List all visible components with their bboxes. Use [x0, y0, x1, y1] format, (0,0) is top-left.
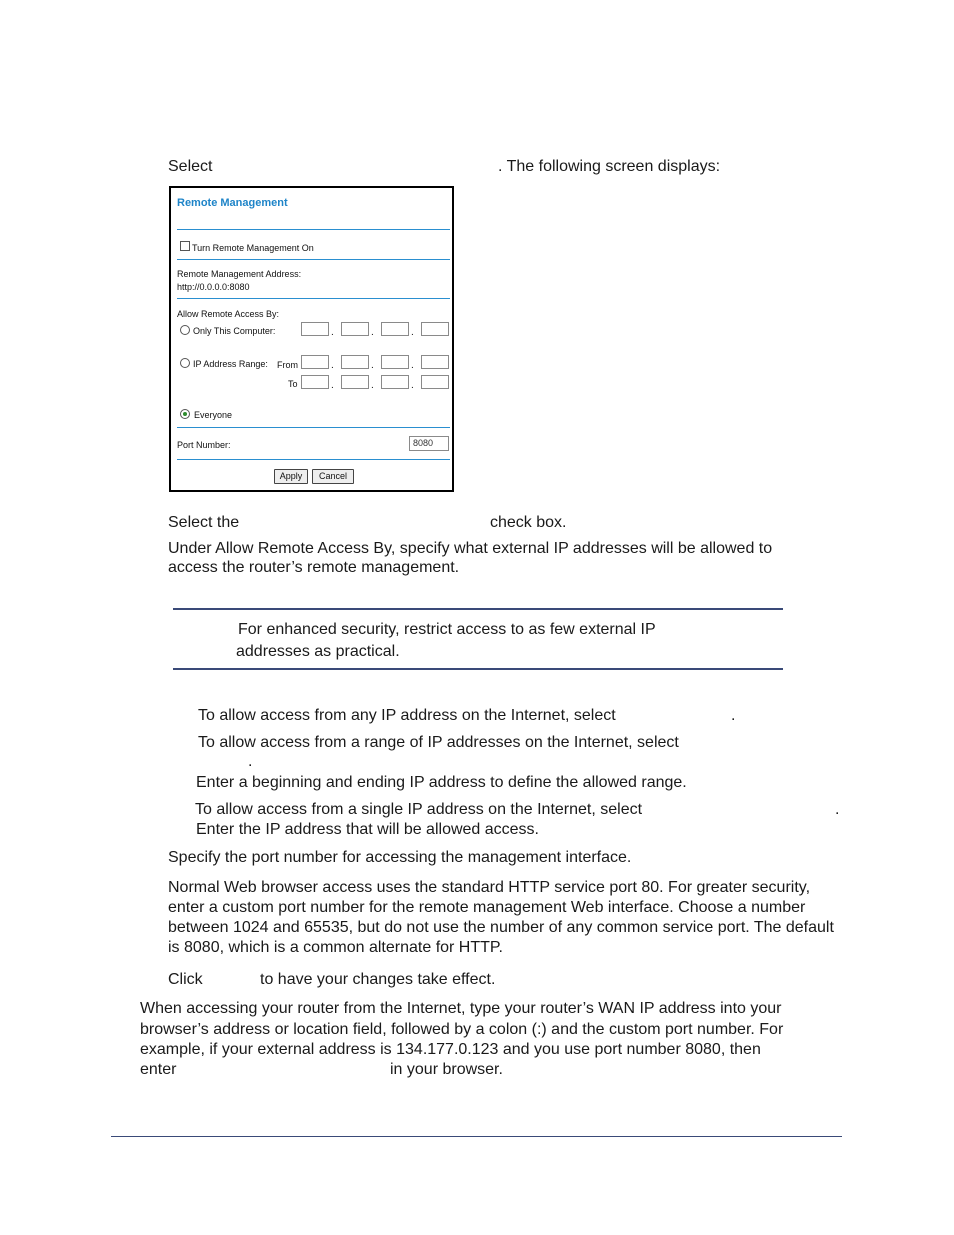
from-octet-3[interactable] — [381, 355, 409, 369]
option-single-end: . — [835, 801, 840, 818]
octet-dot: . — [331, 327, 334, 338]
panel-divider — [177, 229, 450, 230]
everyone-label: Everyone — [194, 410, 233, 420]
port-input[interactable]: 8080 — [409, 436, 449, 451]
panel-divider — [177, 459, 450, 460]
note-rule-top — [173, 608, 783, 610]
to-octet-3[interactable] — [381, 375, 409, 389]
from-octet-1[interactable] — [301, 355, 329, 369]
octet-dot: . — [371, 360, 374, 371]
panel-divider — [177, 427, 450, 428]
wan-line-3: example, if your external address is 134.177.0.123 and you use port number 8080, then — [140, 1041, 761, 1058]
click-prefix: Click — [168, 971, 203, 988]
option-range-text: To allow access from a range of IP addresses on the Internet, select — [198, 734, 679, 751]
address-label: Remote Management Address: — [177, 269, 302, 279]
only-ip-octet-1[interactable] — [301, 322, 329, 336]
note-line-2: addresses as practical. — [236, 643, 400, 660]
octet-dot: . — [371, 380, 374, 391]
to-octet-1[interactable] — [301, 375, 329, 389]
octet-dot: . — [411, 327, 414, 338]
port-spec-text: Specify the port number for accessing the management interface. — [168, 849, 632, 866]
under-allow-line-1: Under Allow Remote Access By, specify what external IP addresses will be allowed to — [168, 540, 773, 557]
option-any-end: . — [731, 707, 736, 724]
wan-line-2: browser’s address or location field, followed by a colon (:) and the custom port number. For — [140, 1021, 784, 1038]
select-prefix: Select — [168, 158, 213, 175]
to-octet-2[interactable] — [341, 375, 369, 389]
from-octet-4[interactable] — [421, 355, 449, 369]
option-range-end: . — [248, 753, 253, 770]
apply-button[interactable]: Apply — [274, 469, 308, 484]
cancel-button[interactable]: Cancel — [312, 469, 354, 484]
note-line-1: For enhanced security, restrict access to as few external IP — [238, 621, 656, 638]
port-paragraph: Normal Web browser access uses the standard HTTP service port 80. For greater security, enter a custom port number for the remote management Web interface. Choose a number between 1024 and 65535, but do not use the number of any common service port. The default is 8080, which is a common alternate for HTTP. — [168, 879, 834, 956]
footer-rule — [111, 1136, 842, 1137]
turn-on-label: Turn Remote Management On — [192, 243, 314, 253]
octet-dot: . — [411, 360, 414, 371]
from-label: From — [277, 360, 298, 370]
octet-dot: . — [331, 360, 334, 371]
ip-range-radio[interactable] — [180, 358, 190, 368]
check-box-text: check box. — [490, 514, 567, 531]
allow-label: Allow Remote Access By: — [177, 309, 280, 319]
click-suffix: to have your changes take effect. — [260, 971, 496, 988]
port-label: Port Number: — [177, 440, 231, 450]
octet-dot: . — [371, 327, 374, 338]
turn-on-checkbox[interactable] — [180, 241, 190, 251]
only-this-computer-label: Only This Computer: — [193, 326, 276, 336]
ip-range-label: IP Address Range: — [193, 359, 268, 369]
option-range-detail: Enter a beginning and ending IP address to define the allowed range. — [196, 774, 687, 791]
panel-divider — [177, 298, 450, 299]
octet-dot: . — [411, 380, 414, 391]
from-octet-2[interactable] — [341, 355, 369, 369]
wan-enter: enter — [140, 1061, 177, 1078]
option-single-detail: Enter the IP address that will be allowed access. — [196, 821, 539, 838]
only-ip-octet-4[interactable] — [421, 322, 449, 336]
everyone-radio[interactable] — [180, 409, 190, 419]
to-octet-4[interactable] — [421, 375, 449, 389]
select-suffix: . The following screen displays: — [498, 158, 721, 175]
to-label: To — [288, 379, 298, 389]
select-the: Select the — [168, 514, 240, 531]
under-allow-line-2: access the router’s remote management. — [168, 559, 460, 576]
address-value: http://0.0.0.0:8080 — [177, 282, 250, 292]
option-any-text: To allow access from any IP address on the Internet, select — [198, 707, 616, 724]
option-single-text: To allow access from a single IP address on the Internet, select — [195, 801, 643, 818]
panel-title: Remote Management — [177, 197, 288, 209]
remote-management-panel — [169, 186, 454, 492]
wan-in-browser: in your browser. — [390, 1061, 503, 1078]
wan-line-1: When accessing your router from the Internet, type your router’s WAN IP address into your — [140, 1000, 782, 1017]
only-ip-octet-3[interactable] — [381, 322, 409, 336]
only-this-computer-radio[interactable] — [180, 325, 190, 335]
octet-dot: . — [331, 380, 334, 391]
only-ip-octet-2[interactable] — [341, 322, 369, 336]
note-rule-bottom — [173, 668, 783, 670]
panel-divider — [177, 259, 450, 260]
